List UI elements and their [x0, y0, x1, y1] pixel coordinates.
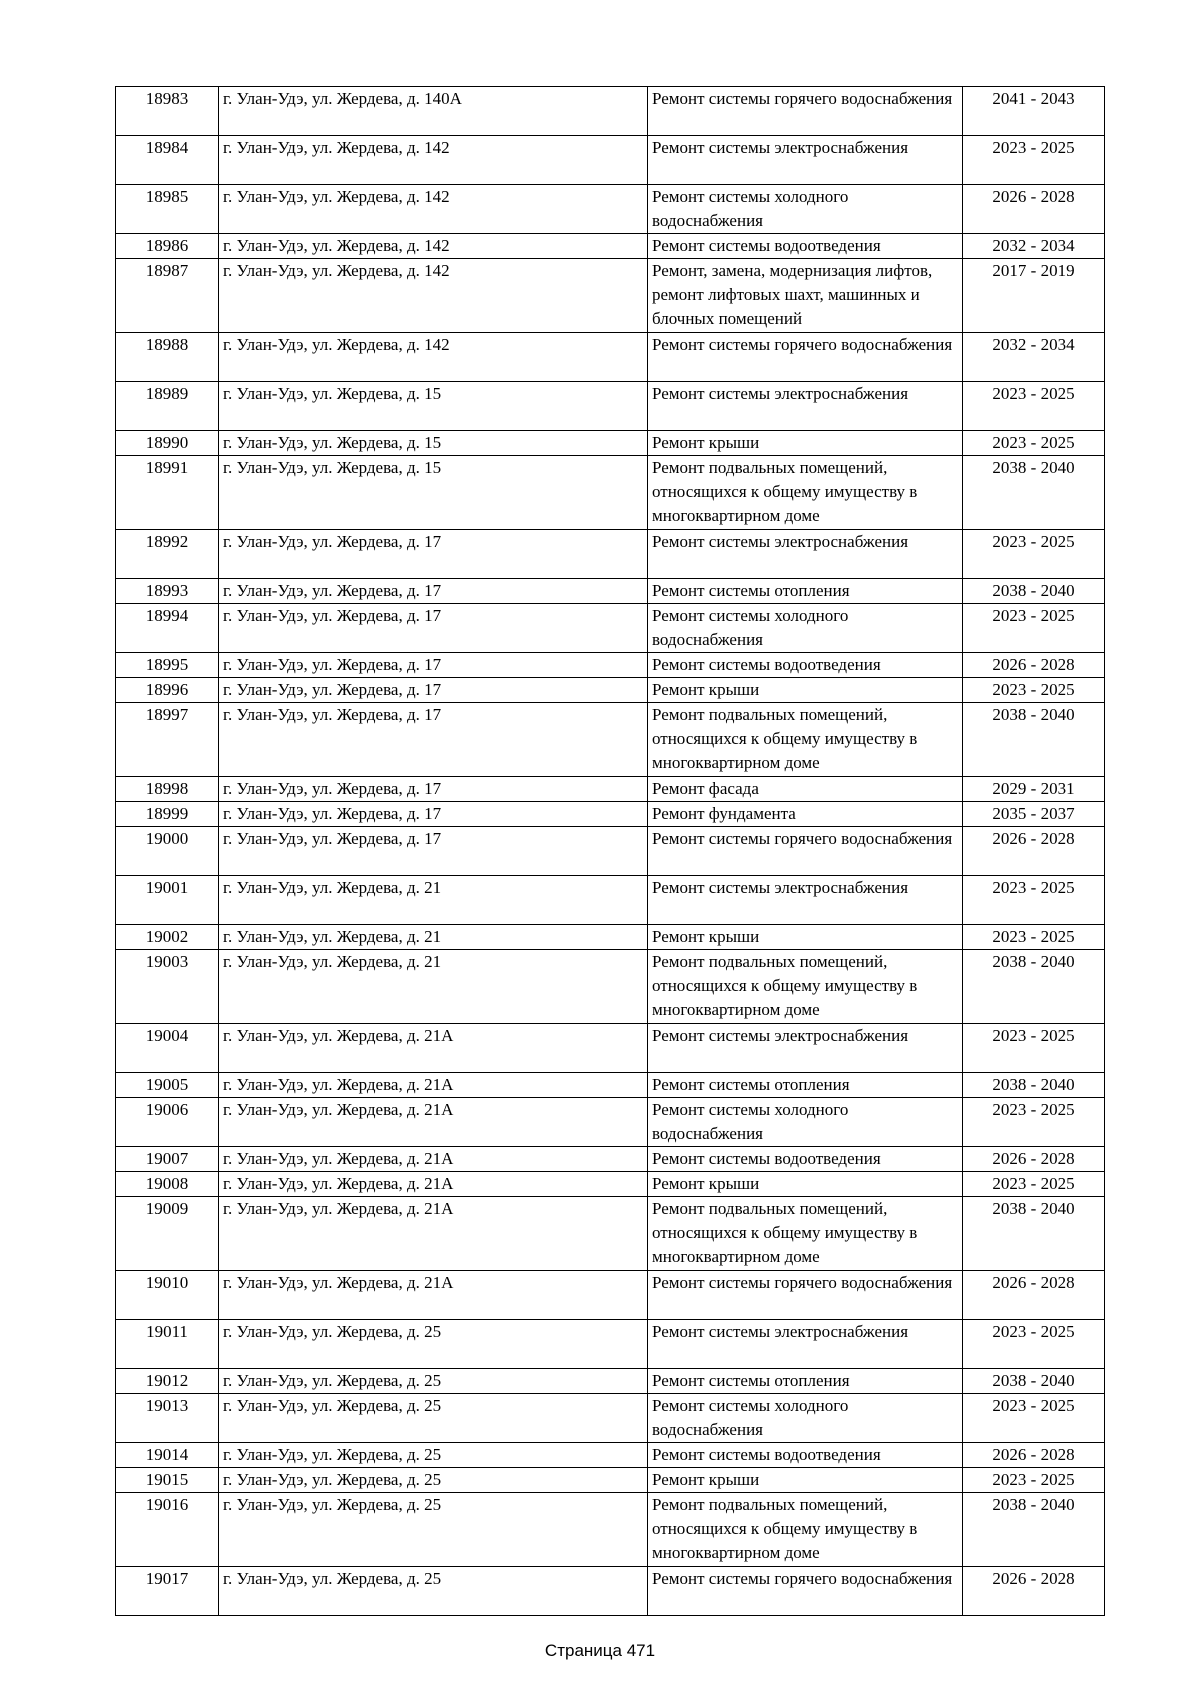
table-body — [116, 87, 1105, 1616]
period-cell: 2038 - 2040 — [963, 703, 1105, 777]
work-type-cell: Ремонт крыши — [648, 431, 963, 456]
row-number-cell: 19004 — [116, 1024, 219, 1073]
period-cell: 2026 - 2028 — [963, 1567, 1105, 1616]
period-cell: 2023 - 2025 — [963, 1468, 1105, 1493]
period-cell: 2023 - 2025 — [963, 530, 1105, 579]
table-row — [116, 456, 1105, 530]
period-cell: 2023 - 2025 — [963, 1024, 1105, 1073]
row-number-cell: 19013 — [116, 1394, 219, 1443]
table-row — [116, 703, 1105, 777]
period-cell: 2023 - 2025 — [963, 136, 1105, 185]
table-row — [116, 382, 1105, 431]
row-number-cell: 19010 — [116, 1271, 219, 1320]
period-cell: 2038 - 2040 — [963, 579, 1105, 604]
period-cell: 2038 - 2040 — [963, 1073, 1105, 1098]
work-type-cell: Ремонт системы отопления — [648, 1369, 963, 1394]
table-row — [116, 1147, 1105, 1172]
table-row — [116, 777, 1105, 802]
table-row — [116, 802, 1105, 827]
address-cell: г. Улан-Удэ, ул. Жердева, д. 15 — [219, 431, 648, 456]
repair-schedule-table — [115, 86, 1105, 1616]
work-type-cell: Ремонт подвальных помещений, относящихся к общему имуществу в многоквартирном доме — [648, 1493, 963, 1567]
row-number-cell: 18991 — [116, 456, 219, 530]
work-type-cell: Ремонт системы горячего водоснабжения — [648, 1271, 963, 1320]
work-type-cell: Ремонт фасада — [648, 777, 963, 802]
row-number-cell: 19000 — [116, 827, 219, 876]
work-type-cell: Ремонт, замена, модернизация лифтов, ремонт лифтовых шахт, машинных и блочных помещений — [648, 259, 963, 333]
table-row — [116, 136, 1105, 185]
table-row — [116, 1567, 1105, 1616]
period-cell: 2026 - 2028 — [963, 827, 1105, 876]
row-number-cell: 19012 — [116, 1369, 219, 1394]
work-type-cell: Ремонт системы водоотведения — [648, 653, 963, 678]
work-type-cell: Ремонт системы отопления — [648, 1073, 963, 1098]
address-cell: г. Улан-Удэ, ул. Жердева, д. 21А — [219, 1197, 648, 1271]
address-cell: г. Улан-Удэ, ул. Жердева, д. 17 — [219, 777, 648, 802]
period-cell: 2038 - 2040 — [963, 1369, 1105, 1394]
address-cell: г. Улан-Удэ, ул. Жердева, д. 21А — [219, 1147, 648, 1172]
address-cell: г. Улан-Удэ, ул. Жердева, д. 15 — [219, 382, 648, 431]
address-cell: г. Улан-Удэ, ул. Жердева, д. 25 — [219, 1493, 648, 1567]
address-cell: г. Улан-Удэ, ул. Жердева, д. 15 — [219, 456, 648, 530]
work-type-cell: Ремонт подвальных помещений, относящихся к общему имуществу в многоквартирном доме — [648, 1197, 963, 1271]
period-cell: 2032 - 2034 — [963, 234, 1105, 259]
table-row — [116, 1369, 1105, 1394]
address-cell: г. Улан-Удэ, ул. Жердева, д. 17 — [219, 579, 648, 604]
table-row — [116, 579, 1105, 604]
period-cell: 2038 - 2040 — [963, 456, 1105, 530]
period-cell: 2038 - 2040 — [963, 950, 1105, 1024]
period-cell: 2023 - 2025 — [963, 604, 1105, 653]
row-number-cell: 19006 — [116, 1098, 219, 1147]
row-number-cell: 19005 — [116, 1073, 219, 1098]
work-type-cell: Ремонт системы холодного водоснабжения — [648, 185, 963, 234]
address-cell: г. Улан-Удэ, ул. Жердева, д. 21А — [219, 1098, 648, 1147]
row-number-cell: 19014 — [116, 1443, 219, 1468]
work-type-cell: Ремонт крыши — [648, 1172, 963, 1197]
row-number-cell: 19008 — [116, 1172, 219, 1197]
row-number-cell: 18984 — [116, 136, 219, 185]
address-cell: г. Улан-Удэ, ул. Жердева, д. 140А — [219, 87, 648, 136]
table-row — [116, 950, 1105, 1024]
table-row — [116, 1172, 1105, 1197]
work-type-cell: Ремонт системы отопления — [648, 579, 963, 604]
address-cell: г. Улан-Удэ, ул. Жердева, д. 17 — [219, 802, 648, 827]
table-row — [116, 1320, 1105, 1369]
row-number-cell: 18998 — [116, 777, 219, 802]
table-row — [116, 259, 1105, 333]
row-number-cell: 18989 — [116, 382, 219, 431]
period-cell: 2017 - 2019 — [963, 259, 1105, 333]
address-cell: г. Улан-Удэ, ул. Жердева, д. 142 — [219, 136, 648, 185]
table-row — [116, 653, 1105, 678]
work-type-cell: Ремонт системы электроснабжения — [648, 876, 963, 925]
row-number-cell: 18993 — [116, 579, 219, 604]
row-number-cell: 18995 — [116, 653, 219, 678]
table-row — [116, 1493, 1105, 1567]
address-cell: г. Улан-Удэ, ул. Жердева, д. 142 — [219, 333, 648, 382]
period-cell: 2026 - 2028 — [963, 1147, 1105, 1172]
table-row — [116, 1394, 1105, 1443]
period-cell: 2023 - 2025 — [963, 382, 1105, 431]
table-row — [116, 925, 1105, 950]
work-type-cell: Ремонт системы холодного водоснабжения — [648, 1098, 963, 1147]
address-cell: г. Улан-Удэ, ул. Жердева, д. 21А — [219, 1172, 648, 1197]
row-number-cell: 19017 — [116, 1567, 219, 1616]
row-number-cell: 19015 — [116, 1468, 219, 1493]
row-number-cell: 18987 — [116, 259, 219, 333]
period-cell: 2023 - 2025 — [963, 1320, 1105, 1369]
row-number-cell: 19001 — [116, 876, 219, 925]
table-row — [116, 827, 1105, 876]
address-cell: г. Улан-Удэ, ул. Жердева, д. 25 — [219, 1468, 648, 1493]
row-number-cell: 18988 — [116, 333, 219, 382]
address-cell: г. Улан-Удэ, ул. Жердева, д. 17 — [219, 827, 648, 876]
work-type-cell: Ремонт системы электроснабжения — [648, 382, 963, 431]
period-cell: 2023 - 2025 — [963, 925, 1105, 950]
row-number-cell: 19002 — [116, 925, 219, 950]
work-type-cell: Ремонт системы холодного водоснабжения — [648, 1394, 963, 1443]
address-cell: г. Улан-Удэ, ул. Жердева, д. 21 — [219, 925, 648, 950]
table-row — [116, 185, 1105, 234]
work-type-cell: Ремонт системы электроснабжения — [648, 1320, 963, 1369]
table-row — [116, 1271, 1105, 1320]
period-cell: 2026 - 2028 — [963, 185, 1105, 234]
address-cell: г. Улан-Удэ, ул. Жердева, д. 25 — [219, 1369, 648, 1394]
work-type-cell: Ремонт системы электроснабжения — [648, 530, 963, 579]
table-row — [116, 1197, 1105, 1271]
table-row — [116, 1073, 1105, 1098]
row-number-cell: 19016 — [116, 1493, 219, 1567]
work-type-cell: Ремонт системы электроснабжения — [648, 1024, 963, 1073]
period-cell: 2026 - 2028 — [963, 1271, 1105, 1320]
work-type-cell: Ремонт системы горячего водоснабжения — [648, 333, 963, 382]
period-cell: 2035 - 2037 — [963, 802, 1105, 827]
address-cell: г. Улан-Удэ, ул. Жердева, д. 21А — [219, 1073, 648, 1098]
address-cell: г. Улан-Удэ, ул. Жердева, д. 25 — [219, 1443, 648, 1468]
address-cell: г. Улан-Удэ, ул. Жердева, д. 142 — [219, 185, 648, 234]
row-number-cell: 18983 — [116, 87, 219, 136]
address-cell: г. Улан-Удэ, ул. Жердева, д. 21А — [219, 1271, 648, 1320]
address-cell: г. Улан-Удэ, ул. Жердева, д. 21А — [219, 1024, 648, 1073]
table-row — [116, 234, 1105, 259]
table-row — [116, 1098, 1105, 1147]
row-number-cell: 19007 — [116, 1147, 219, 1172]
work-type-cell: Ремонт системы водоотведения — [648, 1443, 963, 1468]
period-cell: 2038 - 2040 — [963, 1493, 1105, 1567]
row-number-cell: 18990 — [116, 431, 219, 456]
row-number-cell: 18996 — [116, 678, 219, 703]
table-row — [116, 678, 1105, 703]
row-number-cell: 19009 — [116, 1197, 219, 1271]
row-number-cell: 19003 — [116, 950, 219, 1024]
address-cell: г. Улан-Удэ, ул. Жердева, д. 25 — [219, 1320, 648, 1369]
table-row — [116, 1443, 1105, 1468]
period-cell: 2023 - 2025 — [963, 876, 1105, 925]
table-row — [116, 876, 1105, 925]
address-cell: г. Улан-Удэ, ул. Жердева, д. 17 — [219, 703, 648, 777]
table-row — [116, 1024, 1105, 1073]
work-type-cell: Ремонт крыши — [648, 1468, 963, 1493]
work-type-cell: Ремонт системы холодного водоснабжения — [648, 604, 963, 653]
table-row — [116, 87, 1105, 136]
period-cell: 2026 - 2028 — [963, 1443, 1105, 1468]
row-number-cell: 18997 — [116, 703, 219, 777]
work-type-cell: Ремонт подвальных помещений, относящихся к общему имуществу в многоквартирном доме — [648, 456, 963, 530]
row-number-cell: 18999 — [116, 802, 219, 827]
work-type-cell: Ремонт подвальных помещений, относящихся к общему имуществу в многоквартирном доме — [648, 950, 963, 1024]
table-row — [116, 333, 1105, 382]
work-type-cell: Ремонт фундамента — [648, 802, 963, 827]
work-type-cell: Ремонт системы водоотведения — [648, 234, 963, 259]
period-cell: 2038 - 2040 — [963, 1197, 1105, 1271]
table-row — [116, 1468, 1105, 1493]
work-type-cell: Ремонт системы электроснабжения — [648, 136, 963, 185]
work-type-cell: Ремонт системы водоотведения — [648, 1147, 963, 1172]
period-cell: 2032 - 2034 — [963, 333, 1105, 382]
address-cell: г. Улан-Удэ, ул. Жердева, д. 17 — [219, 653, 648, 678]
table-row — [116, 530, 1105, 579]
period-cell: 2023 - 2025 — [963, 1098, 1105, 1147]
address-cell: г. Улан-Удэ, ул. Жердева, д. 25 — [219, 1567, 648, 1616]
address-cell: г. Улан-Удэ, ул. Жердева, д. 21 — [219, 950, 648, 1024]
row-number-cell: 18992 — [116, 530, 219, 579]
row-number-cell: 19011 — [116, 1320, 219, 1369]
period-cell: 2023 - 2025 — [963, 431, 1105, 456]
address-cell: г. Улан-Удэ, ул. Жердева, д. 142 — [219, 259, 648, 333]
work-type-cell: Ремонт системы горячего водоснабжения — [648, 1567, 963, 1616]
address-cell: г. Улан-Удэ, ул. Жердева, д. 17 — [219, 678, 648, 703]
work-type-cell: Ремонт крыши — [648, 678, 963, 703]
work-type-cell: Ремонт системы горячего водоснабжения — [648, 87, 963, 136]
row-number-cell: 18994 — [116, 604, 219, 653]
page-number: Страница 471 — [544, 1641, 656, 1660]
work-type-cell: Ремонт крыши — [648, 925, 963, 950]
period-cell: 2023 - 2025 — [963, 1394, 1105, 1443]
address-cell: г. Улан-Удэ, ул. Жердева, д. 17 — [219, 604, 648, 653]
period-cell: 2023 - 2025 — [963, 1172, 1105, 1197]
period-cell: 2041 - 2043 — [963, 87, 1105, 136]
table-row — [116, 604, 1105, 653]
period-cell: 2026 - 2028 — [963, 653, 1105, 678]
work-type-cell: Ремонт системы горячего водоснабжения — [648, 827, 963, 876]
table-row — [116, 431, 1105, 456]
address-cell: г. Улан-Удэ, ул. Жердева, д. 142 — [219, 234, 648, 259]
row-number-cell: 18986 — [116, 234, 219, 259]
row-number-cell: 18985 — [116, 185, 219, 234]
address-cell: г. Улан-Удэ, ул. Жердева, д. 17 — [219, 530, 648, 579]
address-cell: г. Улан-Удэ, ул. Жердева, д. 25 — [219, 1394, 648, 1443]
period-cell: 2023 - 2025 — [963, 678, 1105, 703]
work-type-cell: Ремонт подвальных помещений, относящихся к общему имуществу в многоквартирном доме — [648, 703, 963, 777]
address-cell: г. Улан-Удэ, ул. Жердева, д. 21 — [219, 876, 648, 925]
period-cell: 2029 - 2031 — [963, 777, 1105, 802]
